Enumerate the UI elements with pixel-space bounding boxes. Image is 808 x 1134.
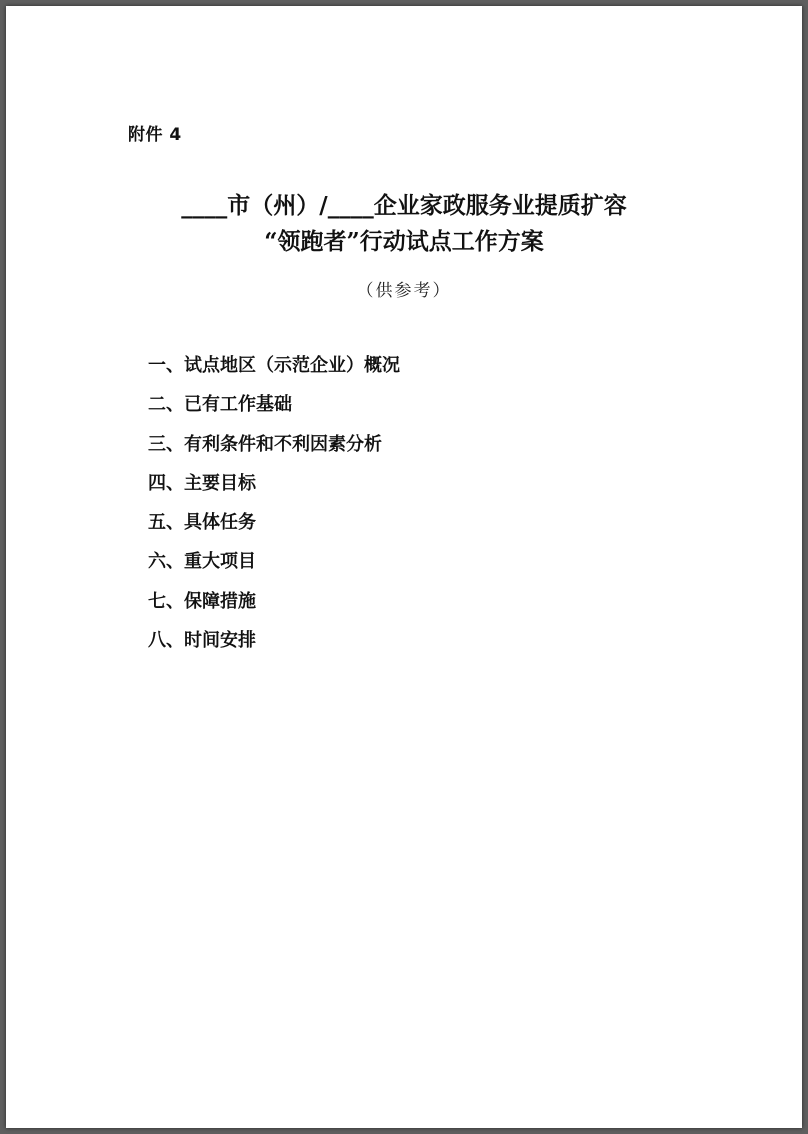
section-item: 二、已有工作基础 (148, 394, 292, 416)
document-title (6, 188, 802, 260)
section-item: 四、主要目标 (148, 472, 256, 494)
section-list (148, 346, 400, 660)
title-line-1: ____市（州）/____企业家政服务业提质扩容 (181, 192, 627, 219)
section-item: 五、具体任务 (148, 512, 256, 534)
section-item: 一、试点地区（示范企业）概况 (148, 355, 400, 376)
section-item: 八、时间安排 (148, 630, 256, 652)
attachment-label: 附件 4 (128, 125, 182, 145)
section-item: 六、重大项目 (148, 551, 256, 573)
section-item: 三、有利条件和不利因素分析 (148, 433, 382, 455)
document-page (6, 6, 802, 1128)
title-line-2: “领跑者”行动试点工作方案 (264, 228, 544, 255)
document-subtitle: （供参考） (356, 281, 452, 301)
section-item: 七、保障措施 (148, 590, 256, 612)
